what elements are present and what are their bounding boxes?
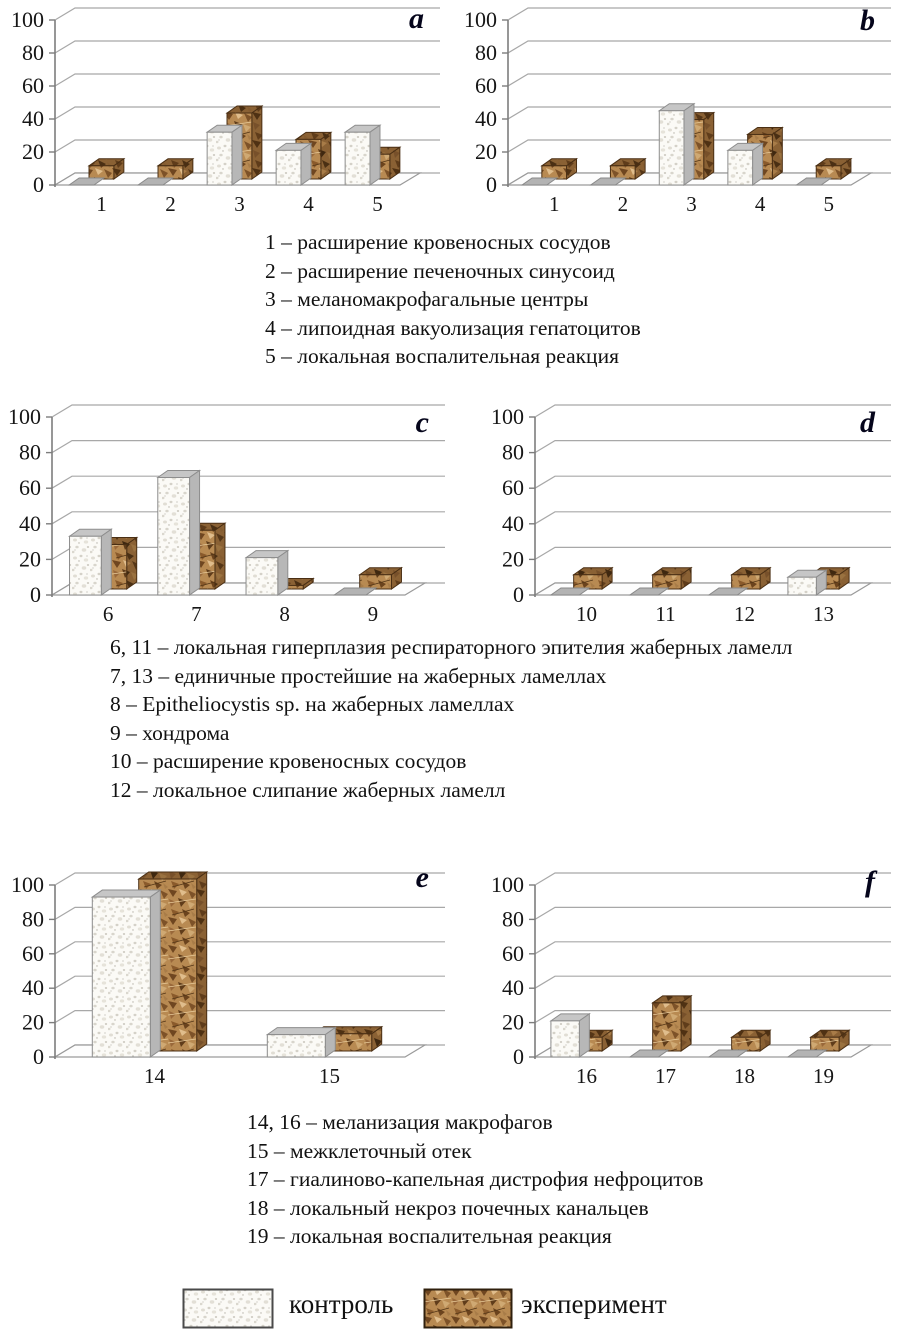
svg-text:60: 60 (502, 940, 524, 966)
svg-text:80: 80 (502, 906, 524, 932)
chart-e-canvas (0, 833, 455, 1105)
svg-text:13: 13 (813, 602, 834, 626)
svg-text:7: 7 (191, 602, 202, 626)
chart-c-canvas (0, 392, 455, 627)
svg-text:80: 80 (502, 439, 524, 465)
annotation-line: 7, 13 – единичные простейшие на жаберных ламеллах (110, 663, 607, 688)
svg-text:20: 20 (22, 139, 44, 164)
svg-text:60: 60 (22, 73, 44, 98)
svg-text:80: 80 (22, 40, 44, 65)
svg-text:0: 0 (30, 582, 41, 607)
experiment-legend-label: эксперимент (521, 1289, 667, 1319)
annotation-line: 18 – локальный некроз почечных канальцев (247, 1195, 649, 1220)
svg-text:2: 2 (617, 192, 629, 216)
chart-f-canvas (455, 833, 901, 1105)
svg-text:40: 40 (475, 106, 497, 131)
svg-text:100: 100 (464, 7, 497, 32)
control-swatch (182, 1288, 274, 1329)
annotation-line: 5 – локальная воспалительная реакция (265, 344, 619, 369)
svg-text:40: 40 (502, 975, 524, 1001)
svg-text:20: 20 (22, 1009, 44, 1035)
svg-text:1: 1 (96, 192, 107, 216)
svg-text:60: 60 (475, 73, 497, 98)
svg-text:1: 1 (549, 192, 560, 216)
annotation-line: 1 – расширение кровеносных сосудов (265, 230, 611, 254)
svg-text:17: 17 (655, 1064, 676, 1088)
svg-text:20: 20 (502, 1009, 524, 1035)
svg-text:60: 60 (502, 475, 524, 501)
annotation-block-1 (265, 228, 641, 371)
svg-text:18: 18 (734, 1064, 755, 1088)
chart-d (455, 392, 901, 627)
annotation-line: 15 – межклеточный отек (247, 1138, 472, 1163)
svg-text:100: 100 (11, 872, 44, 897)
chart-c-label: c (415, 406, 429, 439)
svg-text:4: 4 (754, 192, 766, 216)
svg-text:0: 0 (486, 172, 497, 197)
annotation-block-3 (247, 1108, 703, 1251)
svg-text:20: 20 (502, 546, 524, 572)
chart-b-canvas (451, 0, 901, 228)
svg-text:5: 5 (823, 192, 834, 216)
chart-e-label: e (415, 861, 429, 894)
svg-text:40: 40 (22, 106, 44, 131)
annotation-line: 4 – липоидная вакуолизация гепатоцитов (265, 315, 641, 340)
chart-d-canvas (455, 392, 901, 627)
svg-text:100: 100 (8, 404, 41, 429)
annotation-line: 9 – хондрома (110, 720, 230, 745)
svg-text:0: 0 (33, 1044, 44, 1069)
svg-text:6: 6 (102, 602, 114, 626)
chart-e (0, 833, 455, 1105)
svg-text:80: 80 (475, 40, 497, 65)
annotation-line: 2 – расширение печеночных синусоид (265, 258, 615, 283)
svg-text:60: 60 (22, 940, 44, 966)
svg-text:9: 9 (367, 602, 379, 626)
chart-d-label: d (860, 406, 875, 439)
svg-text:40: 40 (502, 510, 524, 536)
svg-text:15: 15 (319, 1064, 340, 1088)
svg-text:11: 11 (655, 602, 676, 626)
experiment-swatch (423, 1288, 513, 1329)
svg-text:60: 60 (19, 475, 41, 501)
svg-text:20: 20 (475, 139, 497, 164)
svg-text:40: 40 (22, 975, 44, 1001)
chart-b-label: b (860, 4, 875, 37)
annotation-block-2 (110, 633, 792, 805)
chart-f (455, 833, 901, 1105)
annotation-line: 14, 16 – меланизация макрофагов (247, 1110, 553, 1134)
svg-text:12: 12 (734, 602, 755, 626)
svg-text:14: 14 (144, 1064, 165, 1088)
svg-text:19: 19 (813, 1064, 834, 1088)
svg-text:80: 80 (22, 906, 44, 932)
svg-text:80: 80 (19, 439, 41, 465)
svg-text:2: 2 (165, 192, 176, 216)
svg-text:20: 20 (19, 546, 41, 572)
svg-text:10: 10 (576, 602, 597, 626)
chart-c (0, 392, 455, 627)
svg-text:3: 3 (234, 192, 245, 216)
annotation-line: 8 – Epitheliocystis sp. на жаберных ламеллах (110, 692, 515, 717)
chart-a (0, 0, 450, 228)
control-legend-label: контроль (289, 1289, 394, 1319)
annotation-line: 6, 11 – локальная гиперплазия респираторного эпителия жаберных ламелл (110, 635, 793, 659)
svg-text:3: 3 (686, 192, 697, 216)
figure-legend (0, 1282, 901, 1335)
svg-text:100: 100 (11, 7, 44, 32)
svg-text:0: 0 (33, 172, 44, 197)
svg-text:8: 8 (279, 602, 290, 626)
svg-text:0: 0 (513, 582, 524, 607)
annotation-line: 3 – меланомакрофагальные центры (265, 287, 589, 312)
annotation-line: 17 – гиалиново-капельная дистрофия нефроцитов (247, 1167, 704, 1192)
chart-f-label: f (865, 865, 875, 898)
svg-text:5: 5 (372, 192, 383, 216)
svg-text:16: 16 (576, 1064, 597, 1088)
chart-b (451, 0, 901, 228)
annotation-line: 12 – локальное слипание жаберных ламелл (110, 777, 506, 802)
svg-text:100: 100 (491, 404, 524, 429)
svg-text:0: 0 (513, 1044, 524, 1069)
chart-a-canvas (0, 0, 450, 228)
annotation-line: 10 – расширение кровеносных сосудов (110, 749, 467, 774)
svg-text:40: 40 (19, 510, 41, 536)
svg-text:4: 4 (303, 192, 314, 216)
svg-text:100: 100 (491, 872, 524, 897)
annotation-line: 19 – локальная воспалительная реакция (247, 1224, 612, 1249)
chart-a-label: a (409, 2, 424, 35)
